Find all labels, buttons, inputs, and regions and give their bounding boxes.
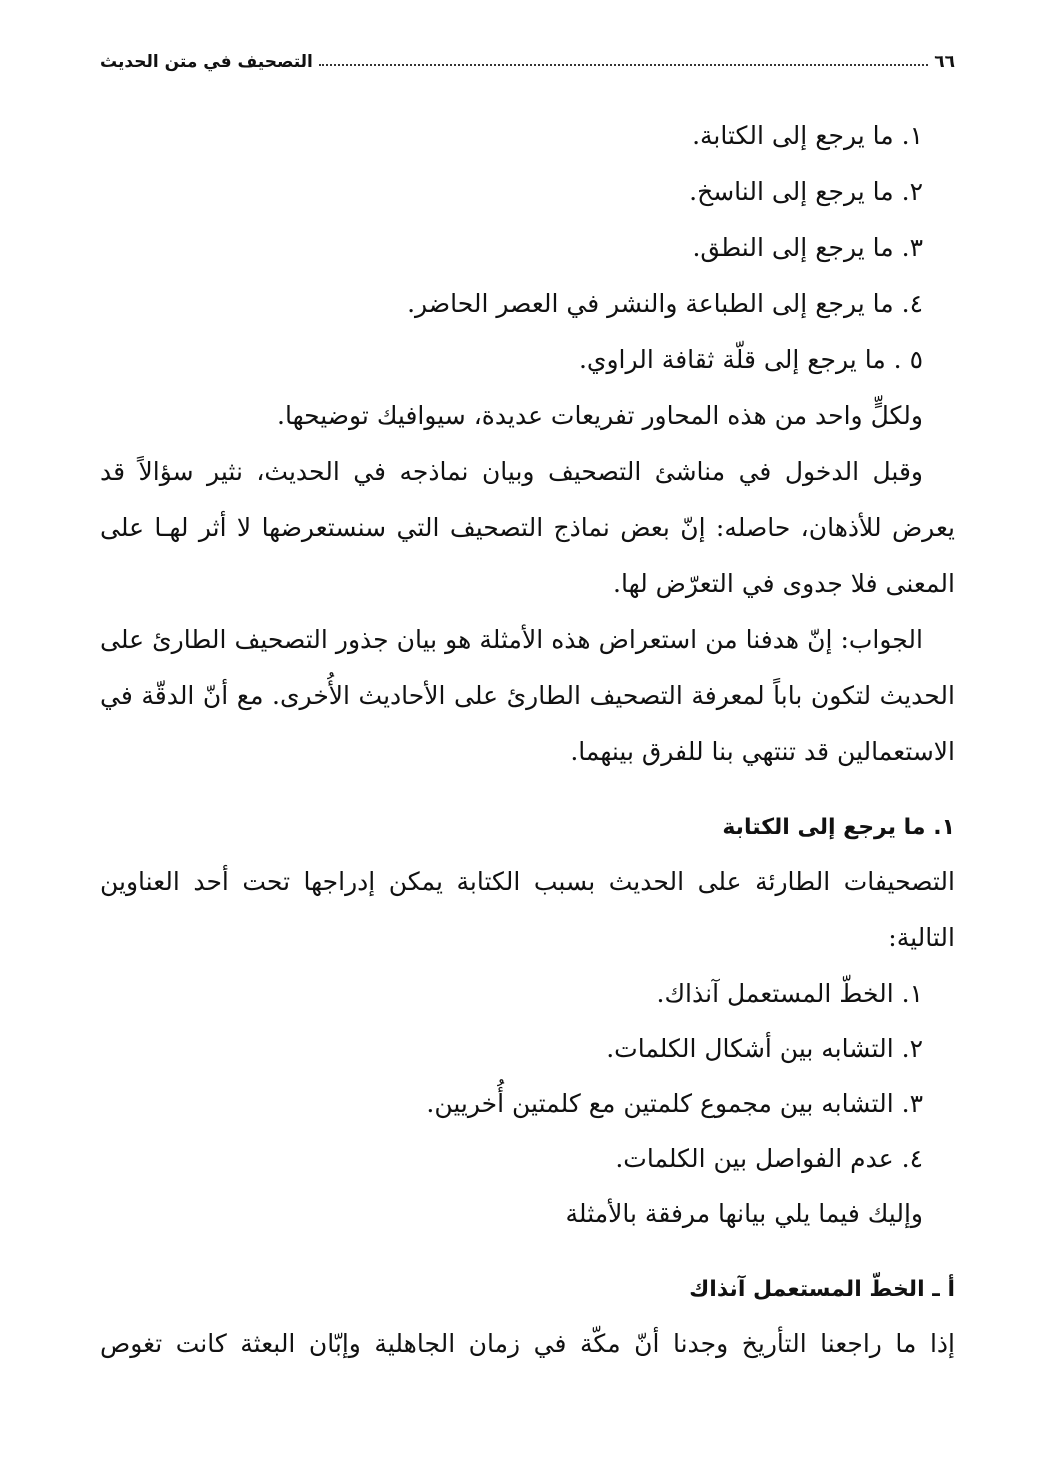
paragraph: وقبل الدخول في مناشئ التصحيف وبيان نماذجه في الحديث، نثير سؤالاً قد يعرض للأذهان، حاصله: إنّ بعض نماذج التصحيف التي سنستعرضها لا أثر لهـا على المعنى فلا جدوى في التعرّض لها. bbox=[100, 457, 955, 598]
section-heading: ١. ما يرجع إلى الكتابة bbox=[722, 815, 955, 840]
page-number: ٦٦ bbox=[934, 52, 955, 72]
list-item: ٤. ما يرجع إلى الطباعة والنشر في العصر الحاضر. bbox=[407, 289, 923, 318]
running-title: التصحيف في متن الحديث bbox=[100, 52, 313, 72]
paragraph: الجواب: إنّ هدفنا من استعراض هذه الأمثلة هو بيان جذور التصحيف الطارئ على الحديث لتكون باباً لمعرفة التصحيف الطارئ على الأحاديث الأُخرى. مع أنّ الدقّة في الاستعمالين قد تنتهي بنا للفرق بينهما. bbox=[100, 625, 955, 766]
list-item: ٢. التشابه بين أشكال الكلمات. bbox=[606, 1034, 923, 1063]
header-dot-leader bbox=[319, 64, 928, 66]
writing-causes-list bbox=[100, 966, 955, 1186]
paragraph: إذا ما راجعنا التأريخ وجدنا أنّ مكّة في زمان الجاهلية وإبّان البعثة كانت تغوص bbox=[100, 1329, 955, 1358]
list-item: ٣. ما يرجع إلى النطق. bbox=[692, 233, 923, 262]
running-header bbox=[100, 40, 955, 72]
list-item: ٥ . ما يرجع إلى قلّة ثقافة الراوي. bbox=[578, 345, 923, 374]
lead-in-line: وإليك فيما يلي بيانها مرفقة بالأمثلة bbox=[565, 1199, 923, 1228]
page-body bbox=[100, 108, 955, 1372]
subsection-heading: أ ـ الخطّ المستعمل آنذاك bbox=[689, 1277, 955, 1302]
paragraph: التصحيفات الطارئة على الحديث بسبب الكتابة يمكن إدراجها تحت أحد العناوين التالية: bbox=[100, 867, 955, 952]
list-item: ١. الخطّ المستعمل آنذاك. bbox=[656, 979, 923, 1008]
list-item: ٣. التشابه بين مجموع كلمتين مع كلمتين أُخريين. bbox=[426, 1089, 923, 1118]
paragraph: ولكلٍّ واحد من هذه المحاور تفريعات عديدة، سيوافيك توضيحها. bbox=[277, 401, 923, 430]
list-item: ٢. ما يرجع إلى الناسخ. bbox=[689, 177, 923, 206]
origins-list bbox=[100, 108, 955, 388]
list-item: ٤. عدم الفواصل بين الكلمات. bbox=[615, 1144, 923, 1173]
list-item: ١. ما يرجع إلى الكتابة. bbox=[692, 121, 923, 150]
